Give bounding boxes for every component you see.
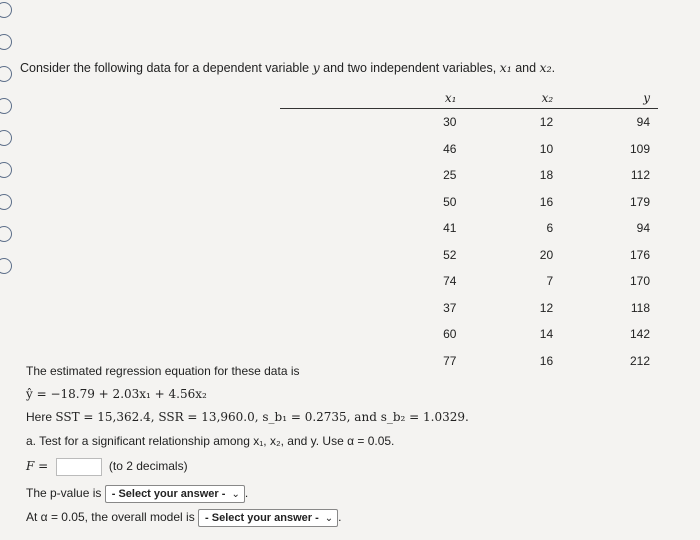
ring-icon: [0, 162, 12, 178]
ring-icon: [0, 130, 12, 146]
f-statistic-input[interactable]: [56, 458, 102, 476]
header-x1: x₁: [361, 88, 458, 109]
ring-icon: [0, 2, 12, 18]
var-x2: x₂: [539, 60, 552, 75]
ring-icon: [0, 194, 12, 210]
here-label: Here: [26, 410, 53, 424]
table-row: 60 14 142: [443, 327, 650, 342]
ring-icon: [0, 34, 12, 50]
pvalue-row: The p-value is - Select your answer - ⌄ .: [26, 485, 248, 503]
regression-equation: ŷ = −18.79 + 2.03x₁ + 4.56x₂: [26, 387, 207, 401]
overall-model-select[interactable]: [198, 509, 338, 527]
table-row: 46 10 109: [443, 141, 650, 156]
f-hint: (to 2 decimals): [108, 459, 188, 474]
table-row: 77 16 212: [443, 353, 650, 368]
overall-model-row: At α = 0.05, the overall model is - Select your answer - ⌄ .: [26, 509, 342, 527]
table-row: 41 6 94: [443, 221, 650, 236]
intro-text-b: and two independent variables,: [323, 61, 497, 75]
table-header-row: [280, 88, 658, 109]
overall-model-select-value: - Select your answer -: [205, 512, 319, 524]
intro-period: .: [551, 61, 556, 75]
regression-stats: [26, 410, 469, 424]
header-y: y: [554, 88, 658, 109]
table-row: 37 12 118: [443, 300, 650, 315]
chevron-down-icon: ⌄: [324, 513, 334, 524]
ring-icon: [0, 226, 12, 242]
header-x2: x₂: [457, 88, 554, 109]
ring-icon: [0, 66, 12, 82]
pvalue-select[interactable]: [105, 485, 245, 503]
regression-intro: The estimated regression equation for these data is: [26, 364, 300, 378]
intro-text-a: Consider the following data for a dependent variable: [20, 61, 310, 75]
part-a-prompt: a. Test for a significant relationship among x₁, x₂, and y. Use α = 0.05.: [26, 434, 395, 448]
pvalue-label: The p-value is: [26, 486, 102, 501]
table-row: 25 18 112: [443, 168, 650, 183]
pvalue-select-value: - Select your answer -: [111, 488, 226, 500]
stats-values: SST = 15,362.4, SSR = 13,960.0, s_b₁ = 0.2735, and s_b₂ = 1.0329.: [55, 410, 469, 424]
ring-icon: [0, 98, 12, 114]
ring-icon: [0, 258, 12, 274]
chevron-down-icon: ⌄: [231, 489, 240, 500]
f-statistic-row: [26, 458, 188, 476]
data-table: [280, 88, 658, 374]
table-row: 30 12 94: [443, 115, 650, 130]
table-row: 50 16 179: [443, 194, 650, 209]
var-y: y: [312, 60, 320, 75]
var-x1: x₁: [499, 60, 512, 75]
alpha-label: At α = 0.05, the overall model is: [26, 510, 195, 525]
intro-and: and: [515, 61, 537, 75]
f-label: F =: [26, 459, 49, 474]
table-row: 74 7 170: [443, 274, 650, 289]
binder-rings: [0, 0, 14, 300]
table-row: 52 20 176: [443, 247, 650, 262]
question-intro: [20, 60, 555, 75]
